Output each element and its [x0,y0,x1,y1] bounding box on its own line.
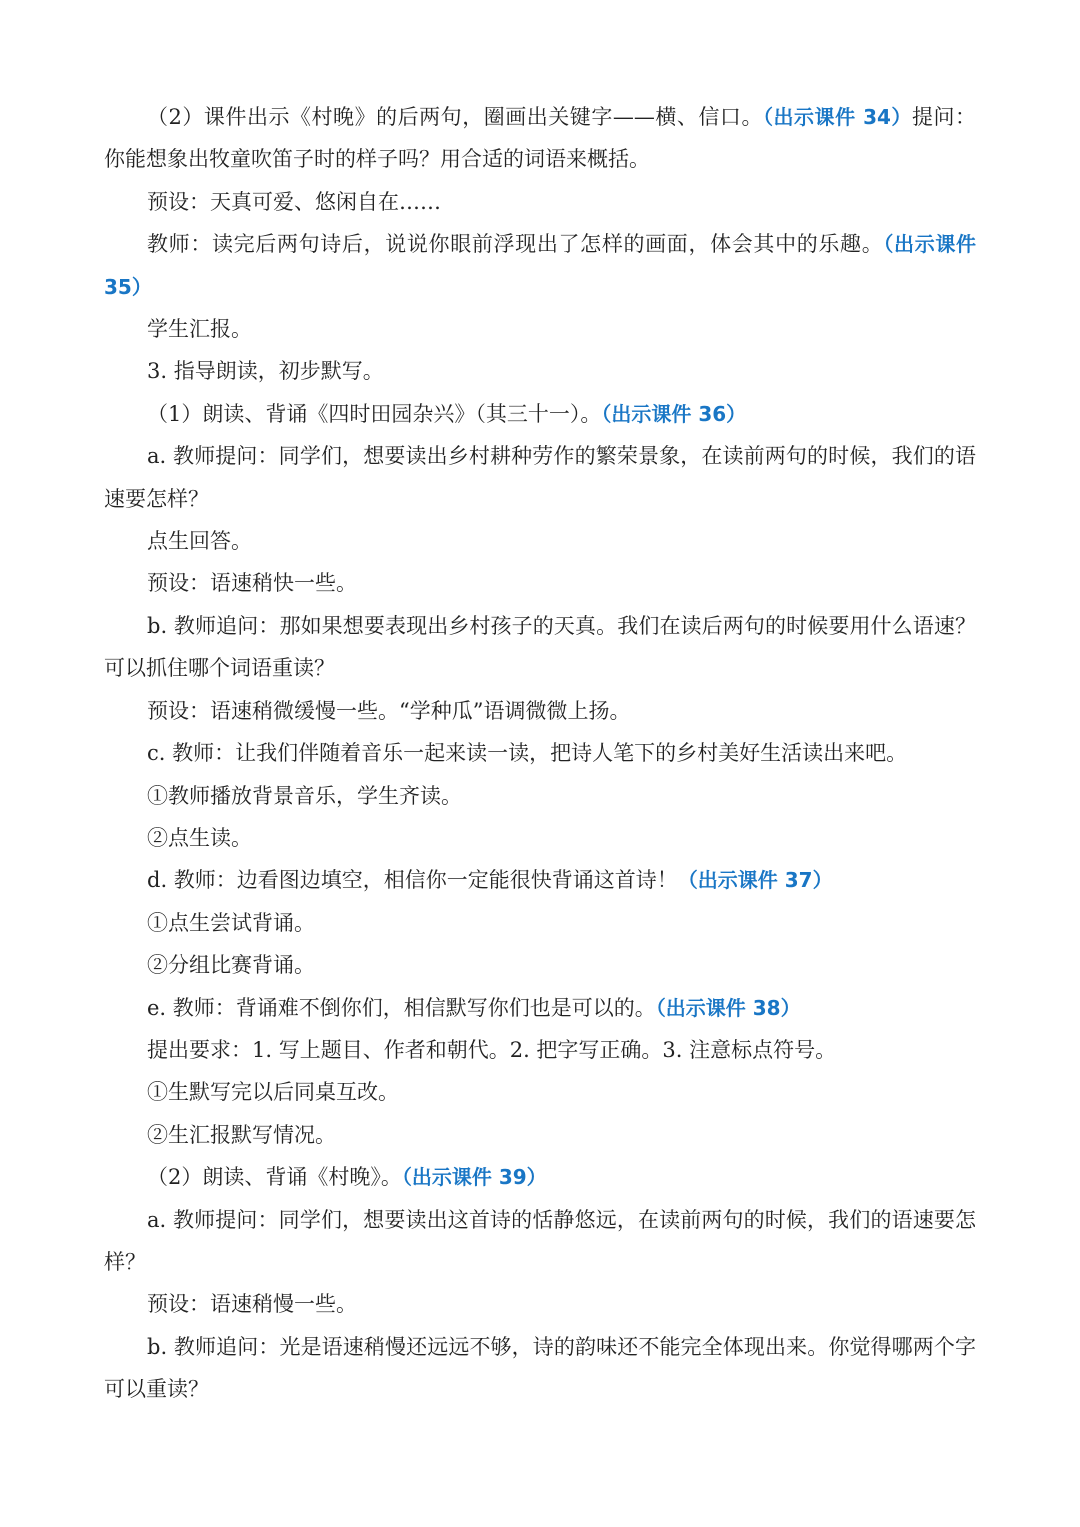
paragraph: b. 教师追问：那如果想要表现出乡村孩子的天真。我们在读后两句的时候要用什么语速？可以抓住哪个词语重读？ [104,613,976,681]
paragraph: 预设：天真可爱、悠闲自在…… [147,189,441,214]
subsection-heading: （2）朗读、背诵《村晚》。（出示课件 39） [147,1165,547,1190]
paragraph: ②分组比赛背诵。 [147,953,315,978]
paragraph: a. 教师提问：同学们，想要读出这首诗的恬静悠远，在读前两句的时候，我们的语速要怎样？ [104,1207,976,1274]
paragraph: b. 教师追问：光是语速稍慢还远远不够，诗的韵味还不能完全体现出来。你觉得哪两个字可以重读？ [104,1334,976,1402]
paragraph: e. 教师：背诵难不倒你们，相信默写你们也是可以的。（出示课件 38） [147,995,801,1020]
paragraph: （2）课件出示《村晚》的后两句，圈画出关键字——横、信口。（出示课件 34）提问：你能想象出牧童吹笛子时的样子吗？用合适的词语来概括。 [104,105,977,172]
courseware-reference: （出示课件 34） [762,105,912,129]
paragraph: ②生汇报默写情况。 [147,1122,336,1147]
paragraph: 学生汇报。 [147,317,252,342]
subsection-heading: （1）朗读、背诵《四时田园杂兴》（其三十一）。（出示课件 36） [147,401,747,426]
paragraph: ①教师播放背景音乐，学生齐读。 [147,783,462,808]
paragraph: 点生回答。 [147,529,252,554]
paragraph: 预设：语速稍慢一些。 [147,1292,357,1317]
paragraph: ①生默写完以后同桌互改。 [147,1080,399,1105]
section-heading: 3. 指导朗读，初步默写。 [147,359,384,384]
paragraph: 教师：读完后两句诗后，说说你眼前浮现出了怎样的画面，体会其中的乐趣。（出示课件 35） [104,232,977,299]
paragraph: ②点生读。 [147,825,252,850]
courseware-reference: （出示课件 37） [677,868,833,893]
paragraph: ①点生尝试背诵。 [147,910,315,935]
courseware-reference: （出示课件 38） [655,995,801,1020]
courseware-reference: （出示课件 36） [601,401,747,426]
paragraph: c. 教师：让我们伴随着音乐一起来读一读，把诗人笔下的乡村美好生活读出来吧。 [147,741,908,766]
paragraph: a. 教师提问：同学们，想要读出乡村耕种劳作的繁荣景象，在读前两句的时候，我们的语速要怎样？ [104,444,976,511]
paragraph: 预设：语速稍快一些。 [147,571,357,596]
paragraph: 预设：语速稍微缓慢一些。“学种瓜”语调微微上扬。 [147,698,631,723]
document-page [104,96,976,1411]
paragraph: d. 教师：边看图边填空，相信你一定能很快背诵这首诗！（出示课件 37） [147,868,833,893]
paragraph: 提出要求：1. 写上题目、作者和朝代。2. 把字写正确。3. 注意标点符号。 [147,1037,837,1062]
courseware-reference: （出示课件 39） [401,1165,547,1190]
courseware-reference: （出示课件 35） [104,232,977,299]
